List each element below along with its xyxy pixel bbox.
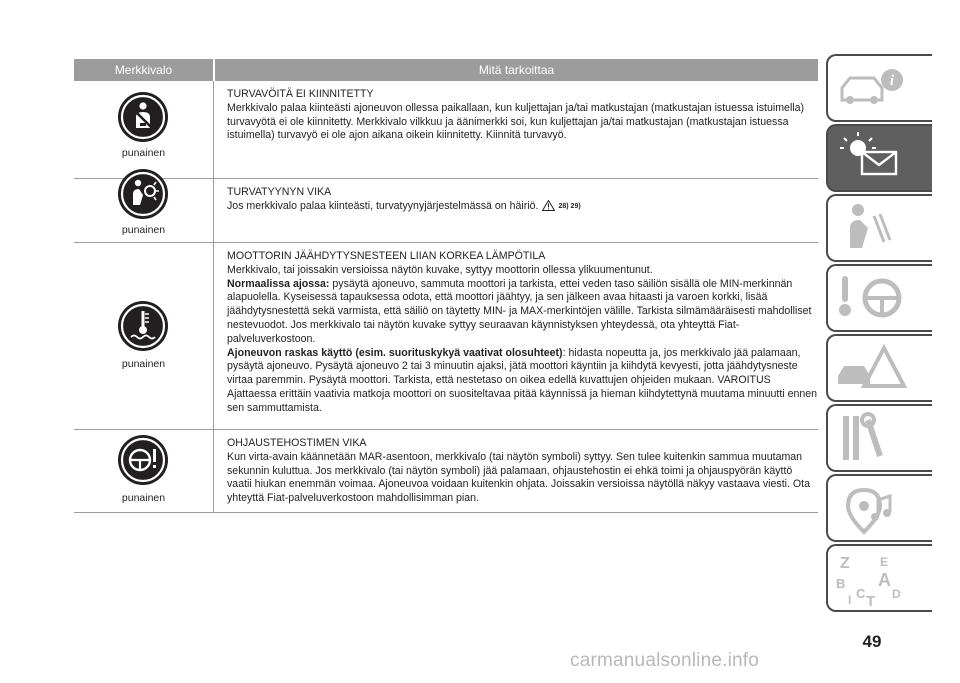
coolant-temperature-icon <box>118 301 168 351</box>
maintenance-wrench-icon <box>828 406 932 470</box>
tab-maintenance[interactable] <box>826 404 932 472</box>
warning-light-cell <box>74 243 214 429</box>
letter-e: E <box>880 555 889 569</box>
letter-i: I <box>848 593 852 607</box>
multimedia-icon <box>828 476 932 540</box>
tab-safety[interactable] <box>826 194 932 262</box>
description-cell <box>227 250 819 416</box>
color-label: punainen <box>121 492 166 504</box>
table-row <box>74 179 818 243</box>
color-label: punainen <box>121 147 166 159</box>
letter-d: D <box>892 587 901 601</box>
letter-b: B <box>836 576 846 591</box>
tab-car-info[interactable] <box>826 54 932 122</box>
airbag-warning-icon <box>118 169 168 219</box>
row-body: Jos merkkivalo palaa kiinteästi, turvatyynyjärjestelmässä on häiriö. <box>227 199 539 212</box>
description-cell <box>227 186 819 216</box>
tab-multimedia[interactable] <box>826 474 932 542</box>
tab-index[interactable] <box>826 544 932 612</box>
tab-starting-driving[interactable] <box>826 264 932 332</box>
letter-c: C <box>856 586 866 601</box>
row-body: Kun virta-avain käännetään MAR-asentoon, merkkivalo (tai näytön symboli) syttyy. Sen tulee kuitenkin sammua muutaman sekunnin kuluttua. Jos merkkivalo (tai näytön symboli) jää palamaan, ohjaustehostin ei ehkä toimi ja ohjauspyörän käyttö vaatii hiukan enemmän voimaa. Ajoneuvoa voidaan kuitenkin ohjata. Joissakin versioissa näytöllä näkyy vastaava viesti. Ota yhteyttä Fiat-palveluverkostoon mahdollisimman pian. <box>227 450 810 505</box>
color-label: punainen <box>121 224 166 236</box>
index-letters-icon <box>828 546 932 610</box>
description-cell <box>227 437 819 506</box>
letter-a: A <box>878 570 891 590</box>
letter-t: T <box>866 593 876 610</box>
row-title: TURVATYYNYN VIKA <box>227 186 332 198</box>
seatbelt-warning-icon <box>118 92 168 142</box>
warning-light-cell <box>74 81 214 178</box>
table-header-meaning: Mitä tarkoittaa <box>215 59 818 81</box>
car-info-icon <box>828 56 932 120</box>
subheading-heavy-use: Ajoneuvon raskas käyttö (esim. suorituskykyä vaativat olosuhteet) <box>227 346 563 359</box>
table-row <box>74 81 818 179</box>
row-title: TURVAVÖITÄ EI KIINNITETTY <box>227 88 374 100</box>
breakdown-warning-triangle-icon <box>828 336 932 400</box>
table-row <box>74 243 818 430</box>
table-header-warning-light: Merkkivalo <box>74 59 213 81</box>
seat-airbag-icon <box>828 196 932 260</box>
power-steering-warning-icon <box>118 435 168 485</box>
paragraph: pysäytä ajoneuvo, sammuta moottori ja tarkista, ettei veden taso säiliön sisällä ole MIN-merkinnän alapuolella. Kyseisessä tapauksessa odota, että moottori jäähtyy, ja sen jälkeen avaa hitaasti ja varoen korkki, lisää jäähdytysnestettä sekä varmista, että säiliö on täytetty MIN- ja MAX-merkintöjen välille. Tarkista silmämääräisesti mahdolliset nestevuodot. Jos merkkivalo tai näytön kuvake syttyy seuraavan käynnistyksen yhteydessä, ota yhteyttä Fiat-palveluverkostoon. <box>227 277 812 345</box>
row-title: OHJAUSTEHOSTIMEN VIKA <box>227 437 367 449</box>
subheading-normal-driving: Normaalissa ajossa: <box>227 277 330 290</box>
warning-triangle-icon <box>542 200 555 216</box>
key-steering-wheel-icon <box>828 266 932 330</box>
description-cell <box>227 88 819 143</box>
paragraph: : hidasta nopeutta ja, jos merkkivalo jää palamaan, pysäytä ajoneuvo. Pysäytä ajoneuvo 2 tai 3 minuutin ajaksi, jätä moottori käyntiin ja kiihdytä kevyesti, jotta jäähdytysneste virtaa paremmin. Pysäytä moottori. Tarkista, että nestetaso on oikea edellä kuvattujen ohjeiden mukaan. VAROITUS Ajattaessa erittäin vaativia matkoja moottori on suositeltavaa pitää käynnissä ja hieman kiihdytettynä muutama minuutti ennen sen sammuttamista. <box>227 346 818 414</box>
letter-z: Z <box>840 555 850 572</box>
table-row <box>74 430 818 513</box>
svg-text:i: i <box>889 73 895 89</box>
row-body: Merkkivalo palaa kiinteästi ajoneuvon ollessa paikallaan, kun kuljettajan ja/tai matkustajan (matkustajan istuessa istuimella) turvavyötä ei ole kiinnitetty. Merkkivalo vilkkuu ja äänimerkki soi, kun kuljettajan ja/tai matkustajan (matkustajan istuessa istuimella) turvavyö ei ole ajon aikana oikein kiinnitetty. Kiinnitä turvavyö. <box>227 101 805 142</box>
row-body: Merkkivalo, tai joissakin versioissa näytön kuvake, syttyy moottorin ollessa ylikuumentunut. <box>227 263 653 276</box>
page-number: 49 <box>862 632 882 651</box>
warning-lights-messages-icon <box>828 126 932 190</box>
tab-emergency[interactable] <box>826 334 932 402</box>
warning-light-cell <box>74 430 214 512</box>
color-label: punainen <box>121 358 166 370</box>
footnote-refs: 28) 29) <box>558 202 581 210</box>
watermark: carmanualsonline.info <box>570 650 760 671</box>
tab-warning-lights[interactable] <box>826 124 932 192</box>
warning-light-cell <box>74 179 214 242</box>
row-title: MOOTTORIN JÄÄHDYTYSNESTEEN LIIAN KORKEA LÄMPÖTILA <box>227 250 546 262</box>
